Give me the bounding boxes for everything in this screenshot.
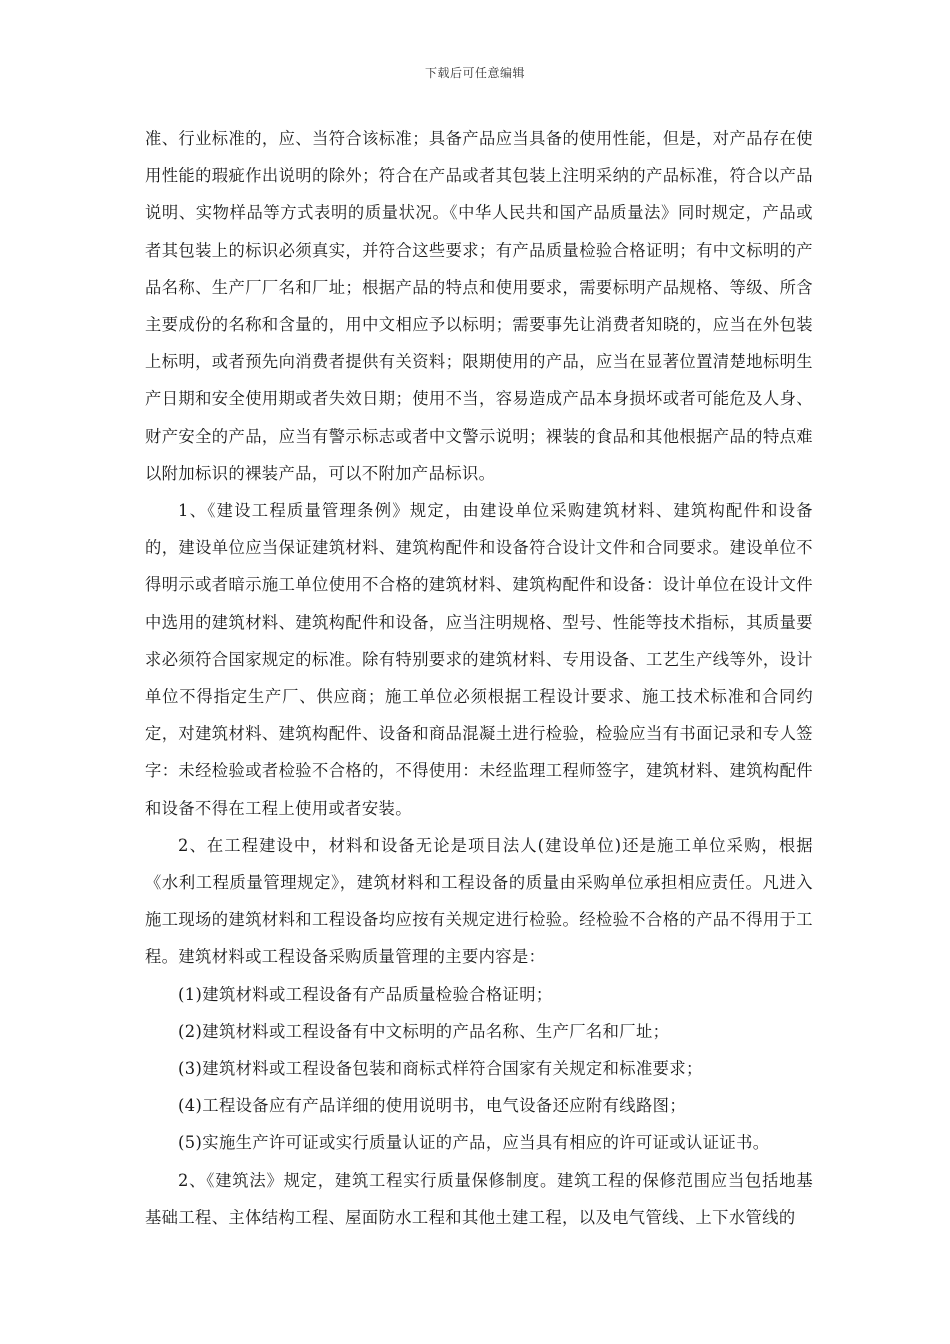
list-item-2: (2)建筑材料或工程设备有中文标明的产品名称、生产厂名和厂址； [178, 1021, 670, 1041]
list-item-1: (1)建筑材料或工程设备有产品质量检验合格证明； [178, 984, 553, 1004]
list-item-3: (3)建筑材料或工程设备包装和商标式样符合国家有关规定和标准要求； [178, 1059, 703, 1079]
page-header: 下载后可任意编辑 [424, 66, 525, 80]
list-item-4: (4)工程设备应有产品详细的使用说明书，电气设备还应附有线路图； [178, 1096, 687, 1116]
paragraph-product-quality-law: 准、行业标准的，应、当符合该标准；具备产品应当具备的使用性能，但是，对产品存在使用性能的瑕疵作出说明的除外；符合在产品或者其包装上注明采纳的产品标准，符合以产品说明、实物样品等方式表明的质量状况。《中华人民共和国产品质量法》同时规定，产品或者其包装上的标识必须真实，并符合这些要求；有产品质量检验合格证明；有中文标明的产品名称、生产厂厂名和厂址；根据产品的特点和使用要求，需要标明产品规格、等级、所含主要成份的名称和含量的，用中文相应予以标明；需要事先让消费者知晓的，应当在外包装上标明，或者预先向消费者提供有关资料；限期使用的产品，应当在显著位置清楚地标明生产日期和安全使用期或者失效日期；使用不当，容易造成产品本身损坏或者可能危及人身、财产安全的产品，应当有警示标志或者中文警示说明；裸装的食品和其他根据产品的特点难以附加标识的裸装产品，可以不附加产品标识。 [145, 129, 813, 483]
document-body [145, 120, 813, 1236]
paragraph-water-conservancy-quality: 2、在工程建设中，材料和设备无论是项目法人(建设单位)还是施工单位采购，根据《水利工程质量管理规定》，建筑材料和工程设备的质量由采购单位承担相应责任。凡进入施工现场的建筑材料和工程设备均应按有关规定进行检验。经检验不合格的产品不得用于工程。建筑材料或工程设备采购质量管理的主要内容是： [145, 835, 813, 967]
paragraph-construction-law-warranty: 2、《建筑法》规定，建筑工程实行质量保修制度。建筑工程的保修范围应当包括地基基础工程、主体结构工程、屋面防水工程和其他土建工程，以及电气管线、上下水管线的 [145, 1170, 813, 1227]
paragraph-construction-quality-regulation: 1、《建设工程质量管理条例》规定，由建设单位采购建筑材料、建筑构配件和设备的，建设单位应当保证建筑材料、建筑构配件和设备符合设计文件和合同要求。建设单位不得明示或者暗示施工单位使用不合格的建筑材料、建筑构配件和设备：设计单位在设计文件中选用的建筑材料、建筑构配件和设备，应当注明规格、型号、性能等技术指标，其质量要求必须符合国家规定的标准。除有特别要求的建筑材料、专用设备、工艺生产线等外，设计单位不得指定生产厂、供应商；施工单位必须根据工程设计要求、施工技术标准和合同约定，对建筑材料、建筑构配件、设备和商品混凝土进行检验，检验应当有书面记录和专人签字：未经检验或者检验不合格的，不得使用：未经监理工程师签字，建筑材料、建筑构配件和设备不得在工程上使用或者安装。 [145, 501, 813, 818]
list-item-5: (5)实施生产许可证或实行质量认证的产品，应当具有相应的许可证或认证证书。 [178, 1133, 770, 1153]
